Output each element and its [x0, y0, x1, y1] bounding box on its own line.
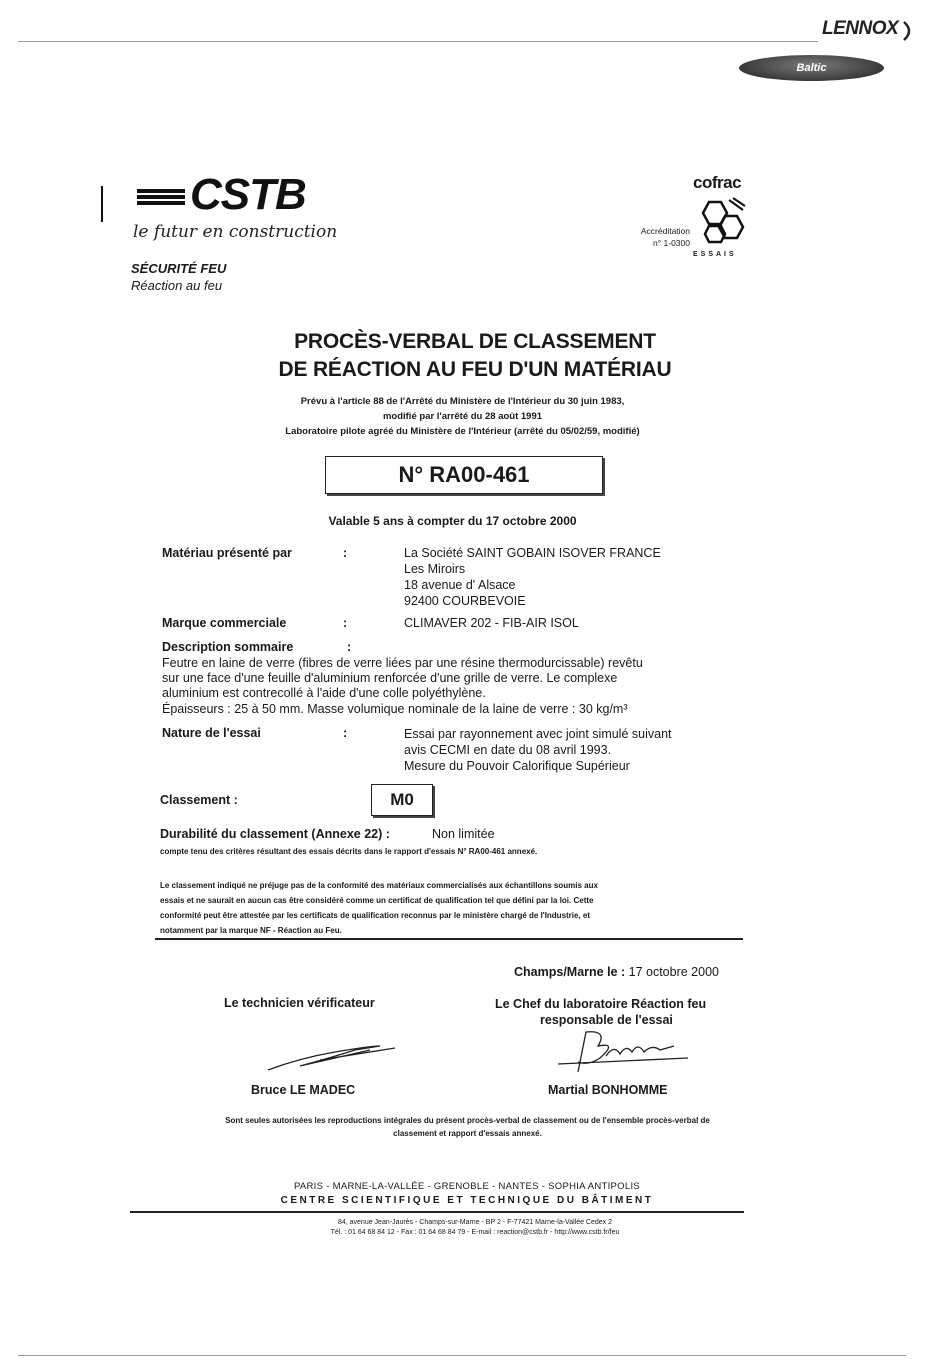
- preamble-line2: modifié par l'arrêté du 28 août 1991: [382, 411, 543, 422]
- lennox-swoosh-icon: [902, 20, 916, 42]
- test-nature-colon: :: [343, 726, 348, 740]
- footer-org: CENTRE SCIENTIFIQUE ET TECHNIQUE DU BÂTIMENT: [280, 1195, 654, 1206]
- section-title: SÉCURITÉ FEU: [131, 261, 227, 276]
- description-colon: :: [347, 640, 352, 654]
- durability-label: Durabilité du classement (Annexe 22) :: [160, 827, 390, 841]
- technician-title: Le technicien vérificateur: [224, 996, 375, 1010]
- cstb-bars-icon: [137, 189, 185, 211]
- section-subtitle: Réaction au feu: [131, 278, 223, 293]
- baltic-badge: Baltic: [739, 55, 884, 81]
- place-date: [514, 965, 719, 979]
- validity-text: Valable 5 ans à compter du 17 octobre 2000: [328, 514, 577, 528]
- chief-name: Martial BONHOMME: [548, 1083, 668, 1097]
- durability-value: Non limitée: [432, 827, 495, 841]
- place-date-value: 17 octobre 2000: [628, 965, 719, 979]
- brand-colon: :: [343, 616, 348, 630]
- chief-signature-icon: [548, 1022, 698, 1077]
- brand-label: Marque commerciale: [162, 616, 287, 630]
- preamble-line3: Laboratoire pilote agréé du Ministère de l'Intérieur (arrêté du 05/02/59, modifié): [285, 426, 640, 437]
- test-nature-line-3: Mesure du Pouvoir Calorifique Supérieur: [404, 759, 630, 773]
- test-nature-line-2: avis CECMI en date du 08 avril 1993.: [404, 743, 612, 757]
- presented-by-label: Matériau présenté par: [162, 546, 292, 560]
- footer-cities: PARIS - MARNE-LA-VALLÉE - GRENOBLE - NANTES - SOPHIA ANTIPOLIS: [293, 1181, 641, 1192]
- description-line-1: Feutre en laine de verre (fibres de verre liées par une résine thermodurcissable) revêtu: [162, 656, 643, 670]
- cofrac-hexagon-icon: [695, 196, 747, 248]
- description-line-2: sur une face d'une feuille d'aluminium renforcée d'une grille de verre. Le complexe: [162, 671, 618, 685]
- technician-signature-icon: [260, 1030, 410, 1080]
- document-title-line2: DE RÉACTION AU FEU D'UN MATÉRIAU: [278, 358, 672, 381]
- preamble-line1: Prévu à l'article 88 de l'Arrêté du Ministère de l'Intérieur du 30 juin 1983,: [300, 396, 625, 407]
- durability-note: compte tenu des critères résultant des essais décrits dans le rapport d'essais N° RA00-461 annexé.: [160, 847, 538, 856]
- technician-name: Bruce LE MADEC: [251, 1083, 356, 1097]
- lennox-logo: [822, 18, 912, 44]
- accreditation-text: [618, 225, 690, 249]
- presented-by-line-2: Les Miroirs: [404, 562, 466, 576]
- footer-rule: [130, 1211, 744, 1213]
- cstb-tagline: le futur en construction: [133, 222, 338, 242]
- brand-value: CLIMAVER 202 - FIB-AIR ISOL: [404, 616, 579, 630]
- document-title-line1: PROCÈS-VERBAL DE CLASSEMENT: [294, 330, 656, 353]
- footer-contact: Tél. : 01 64 68 84 12 - Fax : 01 64 68 84 79 - E-mail : reaction@cstb.fr - http://www.cstb.fr/feu: [330, 1229, 620, 1236]
- reproduction-line2: classement et rapport d'essais annexé.: [393, 1129, 542, 1138]
- classification-value: M0: [371, 784, 433, 816]
- presented-by-line-4: 92400 COURBEVOIE: [404, 594, 526, 608]
- disclaimer-line-3: conformité peut être attestée par les certificats de qualification reconnus par le ministère chargé de l'Industrie, et: [160, 911, 591, 920]
- margin-mark: [101, 186, 103, 222]
- chief-title-line2: responsable de l'essai: [540, 1013, 673, 1027]
- lennox-brand: LENNOX: [822, 18, 899, 39]
- test-nature-line-1: Essai par rayonnement avec joint simulé suivant: [404, 727, 672, 741]
- bottom-rule: [18, 1355, 906, 1356]
- classification-label: Classement :: [160, 793, 238, 807]
- accreditation-essais: ESSAIS: [693, 251, 737, 258]
- chief-title-line1: Le Chef du laboratoire Réaction feu: [495, 997, 707, 1011]
- description-label: Description sommaire: [162, 640, 294, 654]
- footer-address-block: [0, 1218, 950, 1238]
- reproduction-line1: Sont seules autorisées les reproductions intégrales du présent procès-verbal de classement ou de l'ensemble procès-verbal de: [225, 1116, 710, 1125]
- cofrac-logo: cofrac: [693, 173, 742, 192]
- presented-by-line-3: 18 avenue d' Alsace: [404, 578, 516, 592]
- description-line-4: Épaisseurs : 25 à 50 mm. Masse volumique nominale de la laine de verre : 30 kg/m³: [162, 702, 628, 716]
- place-date-label: Champs/Marne le :: [514, 965, 626, 979]
- footer-address: 84, avenue Jean-Jaurès - Champs-sur-Marne - BP 2 - F-77421 Marne-la-Vallée Cedex 2: [337, 1219, 613, 1226]
- disclaimer-line-4: notamment par la marque NF - Réaction au Feu.: [160, 926, 342, 935]
- description-line-3: aluminium est contrecollé à l'aide d'une colle polyéthylène.: [162, 686, 486, 700]
- disclaimer-line-1: Le classement indiqué ne préjuge pas de la conformité des matériaux commercialisés aux échantillons soumis aux: [160, 881, 598, 890]
- cstb-logo: CSTB: [190, 170, 306, 219]
- accreditation-line2: n° 1-0300: [653, 238, 690, 248]
- top-rule: [18, 41, 818, 42]
- accreditation-line1: Accréditation: [640, 226, 690, 236]
- test-nature-label: Nature de l'essai: [162, 726, 261, 740]
- certificate-number: N° RA00-461: [325, 456, 603, 494]
- presented-by-line-1: La Société SAINT GOBAIN ISOVER FRANCE: [404, 546, 661, 560]
- disclaimer-line-2: essais et ne saurait en aucun cas être considéré comme un certificat de qualification tel que défini par la loi. Cette: [160, 896, 594, 905]
- disclaimer-rule: [155, 938, 743, 940]
- presented-by-colon: :: [343, 546, 348, 560]
